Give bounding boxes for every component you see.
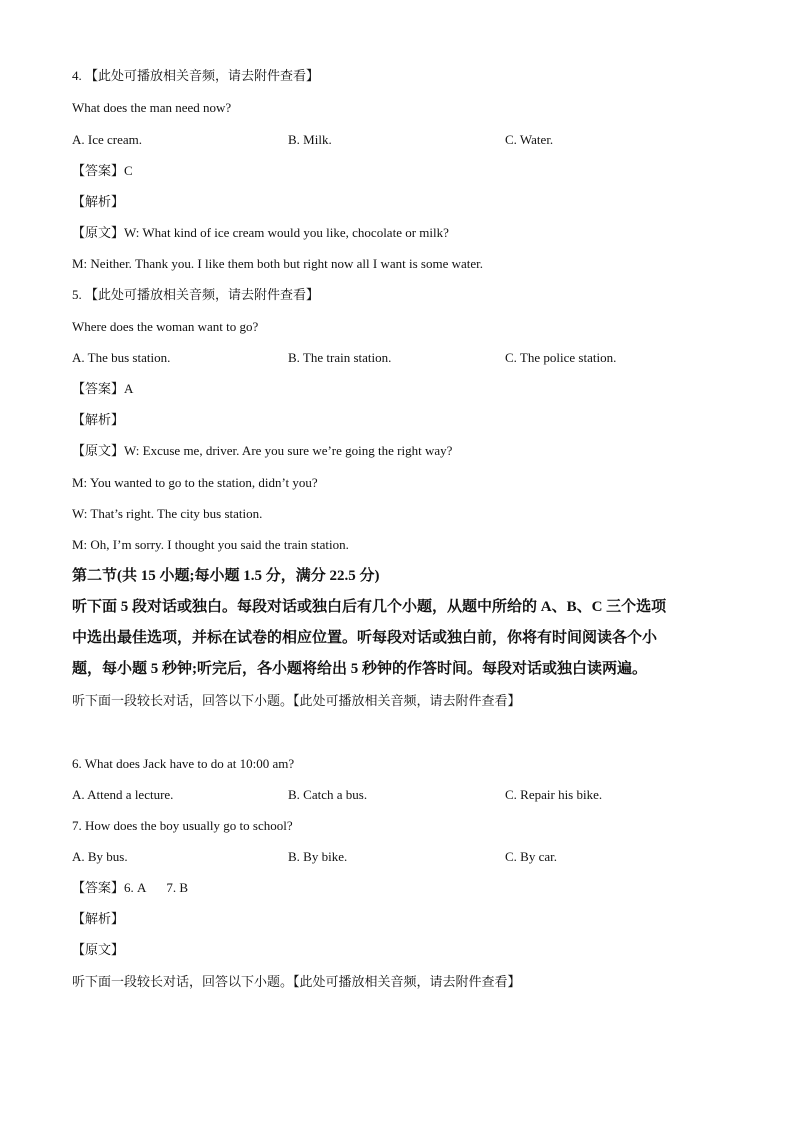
q5-question: Where does the woman want to go?: [72, 319, 259, 334]
q67-analysis: 【解析】: [72, 911, 125, 926]
q4-answer: 【答案】C: [72, 163, 133, 178]
q7-question: 7. How does the boy usually go to school?: [72, 818, 293, 833]
q4-question: What does the man need now?: [72, 100, 232, 115]
q6-option-b: B. Catch a bus.: [288, 787, 368, 802]
q6-question: 6. What does Jack have to do at 10:00 am?: [72, 756, 295, 771]
q6-answer: 【答案】6. A: [72, 880, 147, 895]
q5-transcript-line: 【原文】W: Excuse me, driver. Are you sure we’re going the right way?: [72, 443, 453, 458]
q5-transcript-line: M: Oh, I’m sorry. I thought you said the train station.: [72, 537, 349, 552]
q6-option-a: A. Attend a lecture.: [72, 787, 174, 802]
q5-analysis: 【解析】: [72, 412, 125, 427]
q7-option-b: B. By bike.: [288, 849, 348, 864]
q67-answer: [72, 880, 188, 896]
q4-transcript-line: M: Neither. Thank you. I like them both but right now all I want is some water.: [72, 256, 483, 271]
q5-transcript-line: M: You wanted to go to the station, didn’t you?: [72, 475, 318, 490]
next-listen-intro: 听下面一段较长对话，回答以下小题。【此处可播放相关音频，请去附件查看】: [72, 974, 521, 989]
q5-option-c: C. The police station.: [505, 350, 617, 365]
q4-transcript-line: 【原文】W: What kind of ice cream would you like, chocolate or milk?: [72, 225, 449, 240]
section-instructions-line: 听下面 5 段对话或独白。每段对话或独白后有几个小题，从题中所给的 A、B、C 三个选项: [72, 599, 667, 615]
q5-option-a: A. The bus station.: [72, 350, 171, 365]
q4-option-a: A. Ice cream.: [72, 132, 143, 147]
section-instructions-line: 中选出最佳选项，并标在试卷的相应位置。听每段对话或独白前，你将有时间阅读各个小: [72, 630, 658, 646]
q7-answer: 7. B: [166, 880, 189, 895]
section-title: 第二节(共 15 小题;每小题 1.5 分，满分 22.5 分): [72, 568, 380, 584]
q7-option-c: C. By car.: [505, 849, 557, 864]
q4-option-c: C. Water.: [505, 132, 554, 147]
q67-transcript-label: 【原文】: [72, 942, 125, 957]
listen-intro: 听下面一段较长对话，回答以下小题。【此处可播放相关音频，请去附件查看】: [72, 693, 521, 708]
q5-answer: 【答案】A: [72, 381, 134, 396]
q4-analysis: 【解析】: [72, 194, 125, 209]
q7-option-a: A. By bus.: [72, 849, 128, 864]
section-instructions-line: 题，每小题 5 秒钟;听完后，各小题将给出 5 秒钟的作答时间。每段对话或独白读两遍。: [72, 661, 647, 677]
q5-transcript-line: W: That’s right. The city bus station.: [72, 506, 263, 521]
q5-header: 5. 【此处可播放相关音频，请去附件查看】: [72, 287, 320, 302]
q5-option-b: B. The train station.: [288, 350, 392, 365]
q4-option-b: B. Milk.: [288, 132, 332, 147]
q4-header: 4. 【此处可播放相关音频，请去附件查看】: [72, 68, 320, 83]
q6-option-c: C. Repair his bike.: [505, 787, 603, 802]
